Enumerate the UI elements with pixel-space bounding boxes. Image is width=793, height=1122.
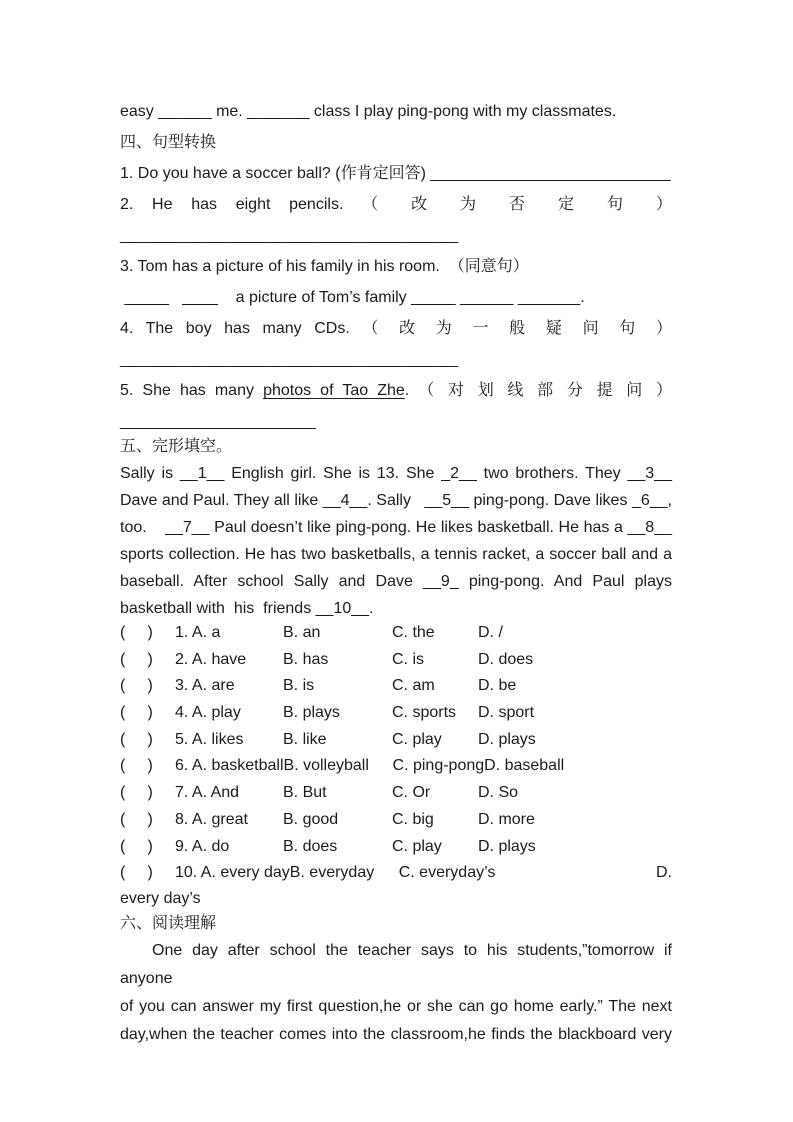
answer-paren: ( ) bbox=[120, 864, 153, 882]
option-a: 3. A. are bbox=[175, 677, 235, 695]
option-a: 5. A. likes bbox=[175, 730, 244, 748]
option-d: D. bbox=[656, 864, 672, 882]
reading-passage bbox=[120, 937, 672, 1049]
option-b: B. good bbox=[283, 810, 339, 828]
reading-line: of you can answer my first question,he or she can go home early.” The next bbox=[120, 997, 672, 1015]
section6-heading: 六、阅读理解 bbox=[120, 914, 217, 932]
answer-paren: ( ) bbox=[120, 704, 153, 722]
answer-paren: ( ) bbox=[120, 810, 153, 828]
question-5-answer-blank: ______________________ bbox=[120, 413, 316, 430]
intro-line: easy ______ me. _______ class I play ping-pong with my classmates. bbox=[120, 103, 617, 120]
option-d: D. does bbox=[478, 650, 534, 668]
option-c: C. big bbox=[392, 810, 434, 828]
option-c: C. sports bbox=[392, 704, 457, 722]
option-b: B. an bbox=[283, 624, 321, 641]
option-10-overflow-text: every day’s bbox=[120, 889, 201, 907]
option-d: D. / bbox=[478, 624, 503, 641]
option-row-2 bbox=[120, 647, 672, 674]
option-d: D. baseball bbox=[484, 757, 565, 775]
question-5-prefix: 5. She has many bbox=[120, 382, 264, 399]
option-d: D. be bbox=[478, 677, 517, 695]
option-c: C. play bbox=[392, 837, 442, 855]
option-row-1 bbox=[120, 620, 672, 647]
option-a: 10. A. every day bbox=[175, 864, 290, 882]
question-1: 1. Do you have a soccer ball? (作肯定回答) ___________________________ bbox=[120, 165, 671, 182]
option-a: 6. A. basketball bbox=[175, 757, 284, 775]
answer-paren: ( ) bbox=[120, 837, 153, 855]
reading-line: day,when the teacher comes into the classroom,he finds the blackboard very bbox=[120, 1025, 672, 1043]
question-5-underlined-phrase: photos of Tao Zhe bbox=[263, 382, 405, 399]
cloze-line: basketball with his friends __10__. bbox=[120, 600, 374, 617]
option-row-7 bbox=[120, 780, 672, 807]
option-c: C. the bbox=[392, 624, 435, 641]
option-d: D. plays bbox=[478, 837, 536, 855]
answer-paren: ( ) bbox=[120, 784, 153, 802]
answer-paren: ( ) bbox=[120, 650, 153, 668]
cloze-line: sports collection. He has two basketballs, a tennis racket, a soccer ball and a bbox=[120, 546, 672, 563]
option-c: C. everyday’s bbox=[398, 864, 496, 882]
question-5 bbox=[120, 375, 672, 406]
option-d: D. more bbox=[478, 810, 535, 828]
option-row-10 bbox=[120, 860, 672, 887]
question-2-answer-blank: ______________________________________ bbox=[120, 227, 459, 244]
cloze-passage bbox=[120, 460, 672, 622]
answer-paren: ( ) bbox=[120, 757, 153, 775]
reading-line: One day after school the teacher says to his students,”tomorrow if anyone bbox=[120, 941, 672, 987]
question-2: 2. He has eight pencils. （ 改 为 否 定 句 ） bbox=[120, 196, 672, 213]
option-b: B. does bbox=[283, 837, 338, 855]
question-4-answer-blank: ______________________________________ bbox=[120, 351, 459, 368]
cloze-options bbox=[120, 620, 672, 887]
cloze-line: Sally is __1__ English girl. She is 13. She _2__ two brothers. They __3__ bbox=[120, 465, 672, 482]
section5-heading: 五、完形填空。 bbox=[120, 438, 233, 455]
question-4: 4. The boy has many CDs. （ 改 为 一 般 疑 问 句 ） bbox=[120, 320, 672, 337]
option-a: 4. A. play bbox=[175, 704, 241, 722]
option-row-6 bbox=[120, 753, 672, 780]
question-5-suffix: . （ 对 划 线 部 分 提 问 ） bbox=[404, 382, 672, 399]
option-c: C. am bbox=[392, 677, 435, 695]
answer-paren: ( ) bbox=[120, 677, 153, 695]
option-b: B. everyday bbox=[289, 864, 375, 882]
option-b: B. has bbox=[283, 650, 329, 668]
option-row-4 bbox=[120, 700, 672, 727]
question-3-answer-line: _____ ____ a picture of Tom’s family _____ ______ _______. bbox=[120, 289, 585, 306]
option-c: C. ping-pong bbox=[392, 757, 485, 775]
answer-paren: ( ) bbox=[120, 624, 153, 641]
answer-paren: ( ) bbox=[120, 730, 153, 748]
option-a: 9. A. do bbox=[175, 837, 230, 855]
option-b: B. like bbox=[283, 730, 327, 748]
option-a: 2. A. have bbox=[175, 650, 247, 668]
cloze-line: Dave and Paul. They all like __4__. Sally __5__ ping-pong. Dave likes _6__, bbox=[120, 492, 672, 509]
option-b: B. is bbox=[283, 677, 315, 695]
option-b: B. volleyball bbox=[283, 757, 369, 775]
option-c: C. is bbox=[392, 650, 424, 668]
option-b: B. plays bbox=[283, 704, 340, 722]
option-a: 1. A. a bbox=[175, 624, 221, 641]
option-c: C. play bbox=[392, 730, 442, 748]
option-row-5 bbox=[120, 727, 672, 754]
question-3: 3. Tom has a picture of his family in his room. （同意句） bbox=[120, 258, 529, 275]
cloze-line: too. __7__ Paul doesn’t like ping-pong. He likes basketball. He has a __8__ bbox=[120, 519, 672, 536]
option-d: D. So bbox=[478, 784, 519, 802]
option-row-8 bbox=[120, 807, 672, 834]
option-d: D. sport bbox=[478, 704, 535, 722]
option-a: 7. A. And bbox=[175, 784, 240, 802]
cloze-line: baseball. After school Sally and Dave __9_ ping-pong. And Paul plays bbox=[120, 573, 672, 590]
option-b: B. But bbox=[283, 784, 327, 802]
option-a: 8. A. great bbox=[175, 810, 248, 828]
option-d: D. plays bbox=[478, 730, 536, 748]
section4-heading: 四、句型转换 bbox=[120, 134, 217, 151]
option-row-9 bbox=[120, 834, 672, 861]
option-c: C. Or bbox=[392, 784, 431, 802]
option-row-3 bbox=[120, 673, 672, 700]
